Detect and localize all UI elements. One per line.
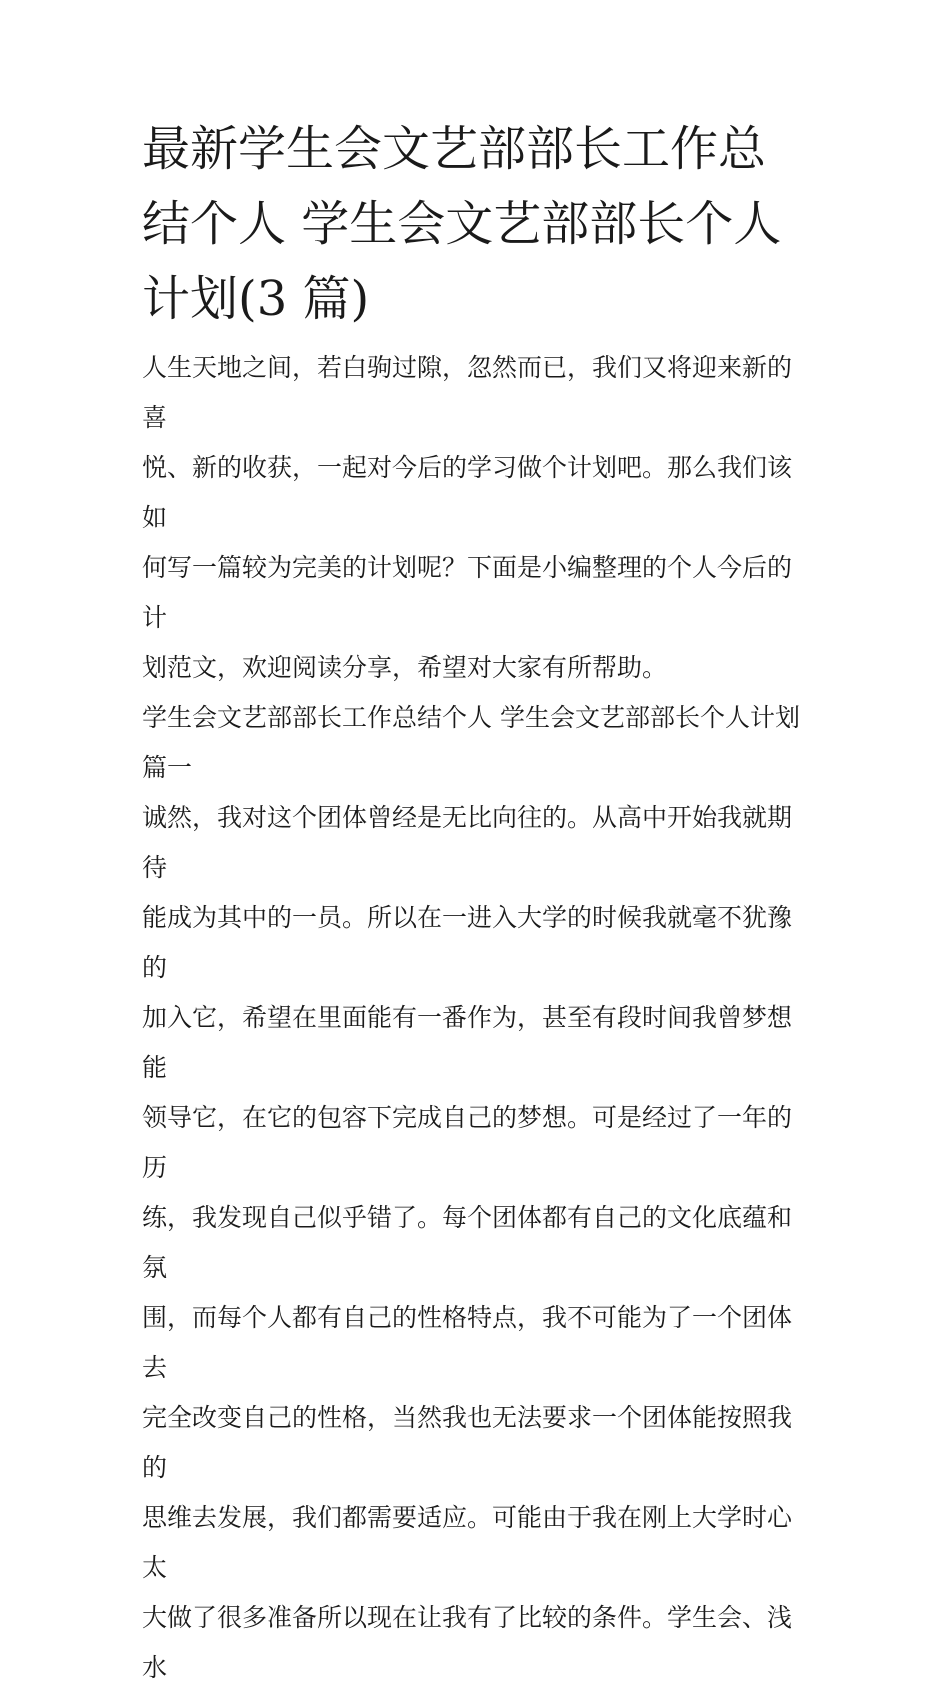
title-line: 结个人 学生会文艺部部长个人	[142, 196, 782, 252]
body-line: 能成为其中的一员。所以在一进入大学的时候我就毫不犹豫的	[142, 903, 793, 982]
intro-line: 何写一篇较为完美的计划呢？下面是小编整理的个人今后的计	[142, 553, 793, 632]
intro-line: 悦、新的收获，一起对今后的学习做个计划吧。那么我们该如	[142, 453, 793, 532]
section-heading-line: 学生会文艺部部长工作总结个人 学生会文艺部部长个人计划	[142, 703, 800, 732]
body-line: 思维去发展，我们都需要适应。可能由于我在刚上大学时心太	[142, 1503, 793, 1582]
body-line: 完全改变自己的性格，当然我也无法要求一个团体能按照我的	[142, 1403, 793, 1482]
body-line: 大做了很多准备所以现在让我有了比较的条件。学生会、浅水	[142, 1603, 793, 1682]
body-line: 加入它，希望在里面能有一番作为，甚至有段时间我曾梦想能	[142, 1003, 793, 1082]
document-page	[142, 112, 814, 1693]
document-title	[142, 112, 814, 337]
title-line: 最新学生会文艺部部长工作总	[142, 121, 767, 177]
body-line: 练，我发现自己似乎错了。每个团体都有自己的文化底蕴和氛	[142, 1203, 793, 1282]
body-paragraph	[142, 793, 814, 1693]
section-heading-line: 篇一	[142, 753, 193, 782]
title-line: 计划(3 篇)	[142, 271, 370, 327]
intro-paragraph	[142, 343, 814, 693]
body-line: 围，而每个人都有自己的性格特点，我不可能为了一个团体去	[142, 1303, 793, 1382]
body-line: 领导它，在它的包容下完成自己的梦想。可是经过了一年的历	[142, 1103, 793, 1182]
section-heading	[142, 693, 814, 793]
intro-line: 人生天地之间，若白驹过隙，忽然而已，我们又将迎来新的喜	[142, 353, 793, 432]
body-line: 诚然，我对这个团体曾经是无比向往的。从高中开始我就期待	[142, 803, 793, 882]
intro-line: 划范文，欢迎阅读分享，希望对大家有所帮助。	[142, 653, 668, 682]
